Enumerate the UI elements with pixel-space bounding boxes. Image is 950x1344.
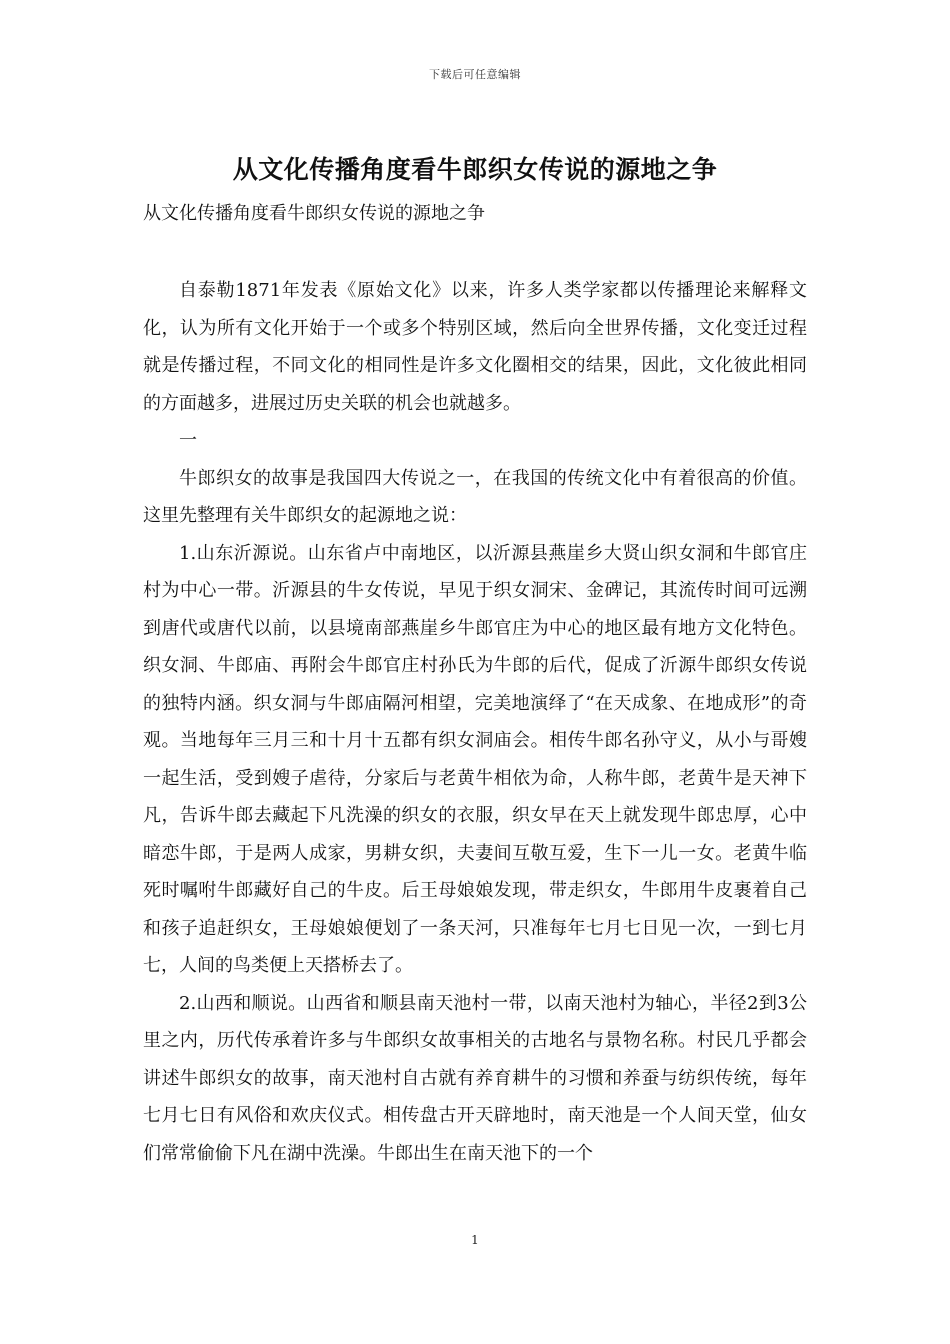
document-title: 从文化传播角度看牛郎织女传说的源地之争 [232,155,718,184]
header-note: 下载后可任意编辑 [429,68,521,81]
section-heading: 一 [179,430,197,451]
document-body [143,272,807,1172]
paragraph-overview: 牛郎织女的故事是我国四大传说之一，在我国的传统文化中有着很高的价值。这里先整理有关牛郎织女的起源地之说： [143,467,807,526]
paragraph-shanxi: 2.山西和顺说。山西省和顺县南天池村一带，以南天池村为轴心，半径2到3公里之内，历代传承着许多与牛郎织女故事相关的古地名与景物名称。村民几乎都会讲述牛郎织女的故事，南天池村自古就有养育耕牛的习惯和养蚕与纺织传统，每年七月七日有风俗和欢庆仪式。相传盘古开天辟地时，南天池是一个人间天堂，仙女们常常偷偷下凡在湖中洗澡。牛郎出生在南天池下的一个 [143,992,807,1164]
paragraph-intro: 自泰勒1871年发表《原始文化》以来，许多人类学家都以传播理论来解释文化，认为所有文化开始于一个或多个特别区域，然后向全世界传播，文化变迁过程就是传播过程，不同文化的相同性是许多文化圈相交的结果，因此，文化彼此相同的方面越多，进展过历史关联的机会也就越多。 [143,280,807,414]
page-number: 1 [471,1233,479,1247]
paragraph-shandong: 1.山东沂源说。山东省卢中南地区，以沂源县燕崖乡大贤山织女洞和牛郎官庄村为中心一带。沂源县的牛女传说，早见于织女洞宋、金碑记，其流传时间可远溯到唐代或唐代以前，以县境南部燕崖乡牛郎官庄为中心的地区最有地方文化特色。织女洞、牛郎庙、再附会牛郎官庄村孙氏为牛郎的后代，促成了沂源牛郎织女传说的独特内涵。织女洞与牛郎庙隔河相望，完美地演绎了“在天成象、在地成形”的奇观。当地每年三月三和十月十五都有织女洞庙会。相传牛郎名孙守义，从小与哥嫂一起生活，受到嫂子虐待，分家后与老黄牛相依为命，人称牛郎，老黄牛是天神下凡，告诉牛郎去藏起下凡洗澡的织女的衣服，织女早在天上就发现牛郎忠厚，心中暗恋牛郎，于是两人成家，男耕女织，夫妻间互敬互爱，生下一儿一女。老黄牛临死时嘱咐牛郎藏好自己的牛皮。后王母娘娘发现，带走织女，牛郎用牛皮裹着自己和孩子追赶织女，王母娘娘便划了一条天河，只准每年七月七日见一次，一到七月七，人间的鸟类便上天搭桥去了。 [143,542,807,976]
document-subtitle: 从文化传播角度看牛郎织女传说的源地之争 [143,203,485,224]
